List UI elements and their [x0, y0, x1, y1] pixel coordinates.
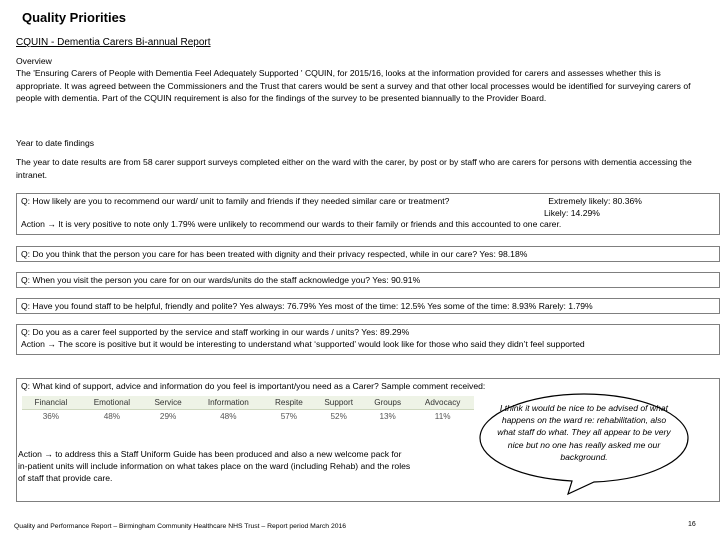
q5-question: Q: Do you as a carer feel supported by the service and staff working in our wards / units? Yes: 89.29%	[21, 327, 410, 337]
q1-question: Q: How likely are you to recommend our ward/ unit to family and friends if they needed similar care or treatment?	[21, 196, 450, 206]
table-header: Groups	[364, 396, 411, 410]
table-header: Advocacy	[411, 396, 474, 410]
table-header: Service	[144, 396, 192, 410]
q1-action: Action → It is very positive to note only 1.79% were unlikely to recommend our wards to their family or friends and this accounted to one carer.	[21, 219, 562, 229]
support-needs-table	[22, 396, 474, 423]
q6-question: Q: What kind of support, advice and information do you feel is important/you need as a Carer? Sample comment received:	[21, 381, 486, 391]
sample-comment: I think it would be nice to be advised of what happens on the ward re: rehabilitation, also what staff do what. They all appear to be very nice but no one has really asked me our background.	[497, 403, 671, 462]
q5-action: Action → The score is positive but it would be interesting to understand what ‘supported’ would look like for those who said they didn’t feel supported	[21, 339, 585, 349]
table-header: Information	[192, 396, 264, 410]
findings-section	[16, 137, 706, 181]
q4-text: Q: Have you found staff to be helpful, friendly and polite? Yes always: 76.79% Yes most of the time: 12.5% Yes some of the time: 8.93% Rarely: 1.79%	[21, 301, 593, 311]
question-box-dignity	[16, 246, 720, 262]
question-box-supported	[16, 324, 720, 355]
q2-text: Q: Do you think that the person you care for has been treated with dignity and their privacy respected, while in our care? Yes: 98.18%	[21, 249, 528, 259]
table-header: Financial	[22, 396, 80, 410]
table-cell: 57%	[280, 412, 298, 421]
findings-body: The year to date results are from 58 carer support surveys completed either on the ward with the carer, by post or by staff who are carers for persons with dementia accessing the intranet.	[16, 157, 692, 180]
comment-speech-bubble	[476, 392, 692, 496]
report-subtitle: CQUIN - Dementia Carers Bi-annual Report	[16, 37, 211, 48]
table-cell: 52%	[330, 412, 347, 421]
table-cell: 48%	[220, 412, 237, 421]
table-cell: 11%	[434, 412, 451, 421]
table-cell: 36%	[42, 412, 60, 421]
q3-text: Q: When you visit the person you care for on our wards/units do the staff acknowledge you? Yes: 90.91%	[21, 275, 421, 285]
table-cell: 48%	[103, 412, 121, 421]
table-header: Respite	[264, 396, 313, 410]
q1-likely: Likely: 14.29%	[544, 208, 600, 218]
table-header: Emotional	[80, 396, 144, 410]
page-footer: Quality and Performance Report – Birmingham Community Healthcare NHS Trust – Report period March 2016	[14, 523, 347, 530]
q1-results	[544, 195, 642, 219]
question-box-recommend	[16, 193, 720, 235]
table-header-row	[22, 396, 474, 410]
overview-body: The 'Ensuring Carers of People with Dementia Feel Adequately Supported ' CQUIN, for 2015/16, looks at the information provided for carers and assesses whether this is appropriate. It was agreed between the Commissioners and the Trust that carers would be sent a survey and that other local processes would be identified for surveying carers of people with dementia. Part of the CQUIN requirement is also for the findings of the survey to be presented biannually to the Provider Board.	[16, 68, 691, 104]
table-row	[22, 410, 474, 424]
overview-heading: Overview	[16, 56, 52, 66]
table-cell: 13%	[379, 412, 396, 421]
table-cell: 29%	[159, 412, 177, 421]
overview-section	[16, 55, 706, 105]
q1-extremely-likely: Extremely likely: 80.36%	[548, 196, 642, 206]
question-box-acknowledge	[16, 272, 720, 288]
page-number: 16	[688, 521, 696, 528]
page-title: Quality Priorities	[22, 10, 127, 25]
q6-action: Action → to address this a Staff Uniform Guide has been produced and also a new welcome pack for in-patient units will include information on what takes place on the ward (including Rehab) and the roles of staff that provide care.	[18, 449, 411, 484]
question-box-helpful	[16, 298, 720, 314]
table-header: Support	[313, 396, 364, 410]
findings-heading: Year to date findings	[16, 138, 95, 148]
